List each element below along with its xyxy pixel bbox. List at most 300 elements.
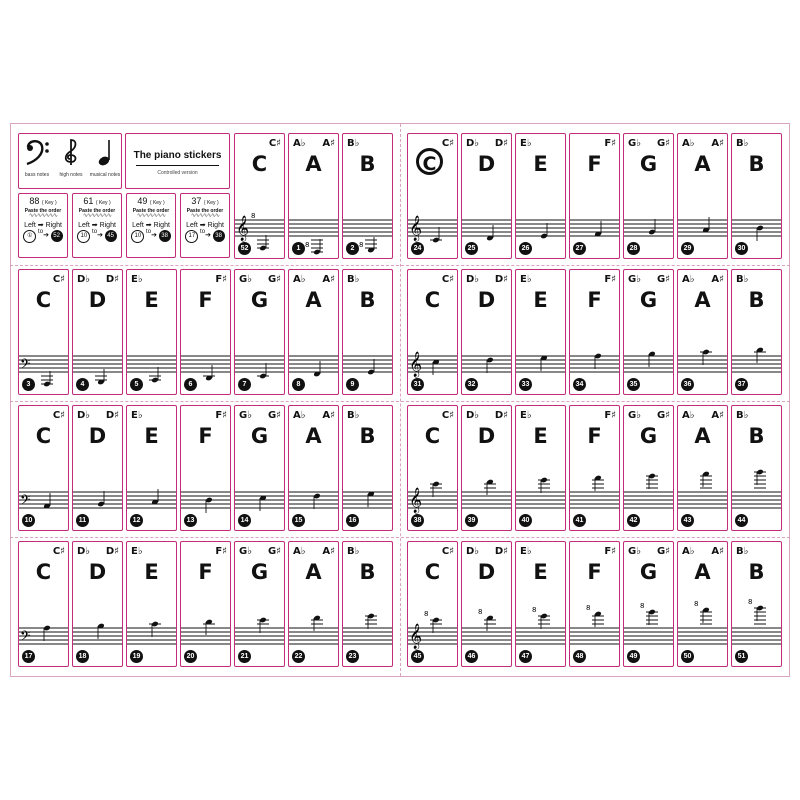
note-letter: E: [533, 288, 548, 312]
flat-label: G♭: [628, 274, 641, 285]
sticker-number: 46: [465, 650, 478, 663]
note-letter: B: [748, 288, 765, 312]
sticker-number: 50: [681, 650, 694, 663]
staff-notation: [570, 406, 620, 531]
note-letter: C: [35, 288, 52, 312]
staff-notation: [624, 542, 674, 667]
note-letter: G: [639, 152, 658, 176]
staff-notation: [73, 270, 123, 395]
note-sticker: [461, 405, 512, 531]
sharp-label: A♯: [322, 410, 335, 421]
sharp-label: A♯: [711, 410, 724, 421]
right-label: Right: [99, 222, 116, 229]
sticker-number: 20: [184, 650, 197, 663]
note-sticker: [731, 541, 782, 667]
note-sticker: [72, 405, 123, 531]
note-letter: G: [250, 288, 269, 312]
staff-notation: [343, 406, 393, 531]
note-sticker: [515, 133, 566, 259]
flat-label: G♭: [628, 138, 641, 149]
note-letter: A: [694, 152, 711, 176]
staff-notation: [181, 406, 231, 531]
flat-label: B♭: [736, 410, 749, 421]
treble-clef-icon: 𝄞: [409, 352, 423, 377]
note-sticker: [180, 541, 231, 667]
staff-notation: [408, 270, 458, 395]
left-label: Left: [24, 222, 36, 229]
sharp-label: F♯: [215, 546, 227, 557]
note-sticker: [461, 133, 512, 259]
note-sticker: [569, 269, 620, 395]
bass-clef-icon: 𝄢: [20, 628, 31, 647]
staff-notation: [732, 542, 782, 667]
note-sticker: [72, 541, 123, 667]
sticker-number: 19: [130, 650, 143, 663]
sharp-label: F♯: [604, 410, 616, 421]
ottava-mark: 8: [251, 212, 256, 220]
note-letter: B: [359, 152, 376, 176]
sticker-number: 42: [627, 514, 640, 527]
range-start: 17: [185, 230, 198, 243]
sharp-label: D♯: [105, 274, 119, 285]
right-label: Right: [153, 222, 170, 229]
staff-notation: [289, 406, 339, 531]
staff-notation: [462, 406, 512, 531]
arrow-right-icon: ➡: [91, 222, 98, 229]
note-letter: E: [144, 560, 159, 584]
flat-label: E♭: [131, 546, 143, 557]
sticker-number: 51: [735, 650, 748, 663]
sticker-number: 10: [22, 514, 35, 527]
sharp-label: A♯: [322, 138, 335, 149]
note-letter: F: [587, 152, 602, 176]
flat-label: A♭: [293, 138, 306, 149]
note-sticker: [342, 269, 393, 395]
note-letter: C: [35, 424, 52, 448]
sticker-number: 14: [238, 514, 251, 527]
flat-label: G♭: [239, 274, 252, 285]
sticker-number: 43: [681, 514, 694, 527]
wave-divider: ∿∿∿∿∿∿∿: [190, 213, 220, 219]
note-letter: C: [416, 148, 443, 175]
note-letter: D: [88, 424, 107, 448]
sheet-subtitle: Controlled version: [157, 170, 198, 176]
note-sticker: [288, 133, 339, 259]
flat-label: E♭: [520, 138, 532, 149]
paste-order-label: Paste the order: [132, 208, 170, 214]
flat-label: D♭: [466, 138, 480, 149]
note-sticker: [515, 269, 566, 395]
sticker-number: 38: [411, 514, 424, 527]
sharp-label: A♯: [711, 274, 724, 285]
staff-notation: [19, 542, 69, 667]
sticker-number: 32: [465, 378, 478, 391]
note-sticker: [126, 541, 177, 667]
note-letter: E: [533, 424, 548, 448]
note-sticker: [288, 541, 339, 667]
sticker-number: 35: [627, 378, 640, 391]
note-sticker: [623, 269, 674, 395]
note-letter: A: [305, 152, 322, 176]
sticker-number: 44: [735, 514, 748, 527]
sticker-number: 11: [76, 514, 89, 527]
flat-label: B♭: [736, 546, 749, 557]
note-sticker: [569, 541, 620, 667]
note-letter: F: [198, 424, 213, 448]
paste-order-label: Paste the order: [186, 208, 224, 214]
staff-notation: [73, 542, 123, 667]
note-letter: B: [359, 560, 376, 584]
note-sticker: [234, 269, 285, 395]
flat-label: A♭: [682, 274, 695, 285]
sticker-number: 18: [76, 650, 89, 663]
key-unit: ( Key ): [41, 200, 57, 206]
sticker-number: 45: [411, 650, 424, 663]
arrow-right-icon: ➔: [205, 232, 211, 239]
note-letter: F: [587, 424, 602, 448]
note-letter: A: [694, 288, 711, 312]
flat-label: E♭: [520, 410, 532, 421]
staff-notation: [732, 270, 782, 395]
range-end: 38: [213, 230, 225, 242]
sticker-number: 3: [22, 378, 35, 391]
note-letter: G: [639, 560, 658, 584]
right-label: Right: [45, 222, 62, 229]
staff-notation: [624, 134, 674, 259]
note-sticker: [407, 269, 458, 395]
ottava-mark: 8: [424, 610, 429, 618]
note-letter: C: [35, 560, 52, 584]
note-sticker: [515, 541, 566, 667]
sharp-label: C♯: [441, 274, 454, 285]
sharp-label: D♯: [494, 138, 508, 149]
arrow-right-icon: ➡: [145, 222, 152, 229]
staff-notation: [516, 134, 566, 259]
sharp-label: D♯: [494, 274, 508, 285]
sticker-number: 15: [292, 514, 305, 527]
sharp-label: D♯: [494, 546, 508, 557]
note-letter: B: [748, 424, 765, 448]
staff-notation: [19, 406, 69, 531]
staff-notation: [678, 406, 728, 531]
range-start: ①: [23, 230, 36, 243]
sharp-label: C♯: [441, 546, 454, 557]
sticker-number: 7: [238, 378, 251, 391]
note-sticker: [342, 541, 393, 667]
note-letter: E: [144, 424, 159, 448]
sharp-label: C♯: [52, 410, 65, 421]
note-letter: B: [748, 152, 765, 176]
staff-notation: [462, 134, 512, 259]
staff-notation: [408, 406, 458, 531]
flat-label: A♭: [682, 138, 695, 149]
sharp-label: C♯: [441, 138, 454, 149]
flat-label: A♭: [293, 410, 306, 421]
staff-notation: [462, 542, 512, 667]
flat-label: A♭: [682, 410, 695, 421]
note-letter: G: [639, 288, 658, 312]
sticker-number: 26: [519, 242, 532, 255]
staff-notation: [678, 134, 728, 259]
key-unit: ( Key ): [95, 200, 111, 206]
staff-notation: [678, 270, 728, 395]
sticker-number: 41: [573, 514, 586, 527]
sticker-number: 52: [238, 242, 251, 255]
flat-label: D♭: [466, 546, 480, 557]
staff-notation: [235, 542, 285, 667]
to-label: to: [38, 229, 44, 235]
title-divider: [136, 165, 219, 166]
note-letter: G: [639, 424, 658, 448]
note-letter: F: [587, 560, 602, 584]
key-count: 37: [191, 196, 202, 206]
note-letter: A: [694, 560, 711, 584]
bass-clef-icon: 𝄢: [20, 356, 31, 375]
sharp-label: F♯: [604, 138, 616, 149]
sticker-number: 23: [346, 650, 359, 663]
arrow-right-icon: ➔: [151, 232, 157, 239]
sticker-number: 27: [573, 242, 586, 255]
arrow-right-icon: ➔: [43, 232, 49, 239]
flat-label: A♭: [293, 546, 306, 557]
sticker-number: 16: [346, 514, 359, 527]
note-letter: A: [694, 424, 711, 448]
cut-guide: [400, 124, 401, 676]
sharp-label: C♯: [52, 274, 65, 285]
bass-clef-icon: 𝄢: [20, 492, 31, 511]
sticker-number: 5: [130, 378, 143, 391]
note-letter: D: [477, 152, 496, 176]
note-sticker: [288, 405, 339, 531]
note-letter: F: [198, 560, 213, 584]
note-sticker: [72, 269, 123, 395]
to-label: to: [200, 229, 206, 235]
sharp-label: G♯: [656, 410, 670, 421]
note-sticker: [623, 133, 674, 259]
flat-label: D♭: [466, 274, 480, 285]
key-count-card: [18, 193, 68, 258]
treble-clef-icon: [56, 137, 86, 167]
sharp-label: G♯: [656, 546, 670, 557]
ottava-mark: 8: [640, 602, 645, 610]
sharp-label: F♯: [215, 274, 227, 285]
flat-label: B♭: [736, 274, 749, 285]
ottava-mark: 8: [586, 604, 591, 612]
note-sticker: [407, 133, 458, 259]
high-notes-label: high notes: [59, 172, 83, 178]
note-letter: G: [250, 424, 269, 448]
note-letter: C: [424, 560, 441, 584]
note-sticker: [407, 405, 458, 531]
flat-label: E♭: [131, 274, 143, 285]
key-unit: ( Key ): [149, 200, 165, 206]
ottava-mark: 8: [748, 598, 753, 606]
staff-notation: [624, 406, 674, 531]
note-letter: C: [251, 152, 268, 176]
note-letter: E: [533, 152, 548, 176]
range-start: 10: [77, 230, 90, 243]
wave-divider: ∿∿∿∿∿∿∿: [28, 213, 58, 219]
note-sticker: [126, 405, 177, 531]
sticker-number: 13: [184, 514, 197, 527]
sharp-label: D♯: [494, 410, 508, 421]
flat-label: D♭: [77, 410, 91, 421]
note-sticker: [18, 405, 69, 531]
staff-notation: [343, 134, 393, 259]
paste-order-label: Paste the order: [78, 208, 116, 214]
key-count: 49: [137, 196, 148, 206]
note-letter: G: [250, 560, 269, 584]
sharp-label: C♯: [441, 410, 454, 421]
staff-notation: [289, 270, 339, 395]
staff-notation: [289, 542, 339, 667]
note-sticker: [515, 405, 566, 531]
paste-order-label: Paste the order: [24, 208, 62, 214]
legend-card: [18, 133, 122, 189]
note-sticker: [569, 405, 620, 531]
flat-label: B♭: [347, 274, 360, 285]
flat-label: B♭: [347, 410, 360, 421]
note-letter: C: [424, 424, 441, 448]
musical-notes-label: musical notes: [89, 172, 121, 178]
sharp-label: G♯: [267, 410, 281, 421]
note-letter: D: [477, 424, 496, 448]
sticker-number: 1: [292, 242, 305, 255]
note-sticker: [731, 405, 782, 531]
range-end: 45: [105, 230, 117, 242]
sticker-number: 6: [184, 378, 197, 391]
flat-label: D♭: [77, 546, 91, 557]
sharp-label: D♯: [105, 410, 119, 421]
ottava-mark: 8: [478, 608, 483, 616]
arrow-right-icon: ➡: [37, 222, 44, 229]
sticker-number: 34: [573, 378, 586, 391]
staff-notation: [570, 542, 620, 667]
note-letter: C: [424, 288, 441, 312]
note-sticker: [677, 541, 728, 667]
sticker-number: 24: [411, 242, 424, 255]
flat-label: D♭: [466, 410, 480, 421]
note-letter: D: [88, 288, 107, 312]
staff-notation: [73, 406, 123, 531]
note-letter: E: [144, 288, 159, 312]
note-sticker: [569, 133, 620, 259]
sticker-number: 12: [130, 514, 143, 527]
note-sticker: [677, 269, 728, 395]
sticker-number: 31: [411, 378, 424, 391]
sticker-number: 9: [346, 378, 359, 391]
sharp-label: A♯: [322, 274, 335, 285]
flat-label: G♭: [628, 546, 641, 557]
sticker-number: 22: [292, 650, 305, 663]
note-letter: B: [748, 560, 765, 584]
sticker-number: 2: [346, 242, 359, 255]
note-sticker: [234, 541, 285, 667]
arrow-right-icon: ➡: [199, 222, 206, 229]
note-sticker: [623, 405, 674, 531]
key-count: 61: [83, 196, 94, 206]
sticker-number: 29: [681, 242, 694, 255]
note-letter: B: [359, 424, 376, 448]
note-sticker: [180, 269, 231, 395]
sticker-number: 8: [292, 378, 305, 391]
key-count-card: [72, 193, 122, 258]
staff-notation: [127, 270, 177, 395]
staff-notation: [732, 134, 782, 259]
note-sticker: [731, 133, 782, 259]
staff-notation: [678, 542, 728, 667]
note-sticker: [342, 133, 393, 259]
to-label: to: [92, 229, 98, 235]
ottava-mark: 8: [359, 241, 364, 249]
sharp-label: G♯: [267, 274, 281, 285]
staff-notation: [235, 270, 285, 395]
note-sticker: [677, 405, 728, 531]
sharp-label: F♯: [215, 410, 227, 421]
ottava-mark: 8: [305, 241, 310, 249]
note-letter: D: [477, 288, 496, 312]
sticker-number: 47: [519, 650, 532, 663]
staff-notation: [235, 406, 285, 531]
note-letter: A: [305, 560, 322, 584]
flat-label: G♭: [239, 410, 252, 421]
left-label: Left: [78, 222, 90, 229]
note-sticker: [461, 269, 512, 395]
flat-label: A♭: [293, 274, 306, 285]
sharp-label: F♯: [604, 274, 616, 285]
flat-label: E♭: [520, 546, 532, 557]
flat-label: A♭: [682, 546, 695, 557]
key-count: 88: [29, 196, 40, 206]
note-sticker: [234, 133, 285, 259]
sticker-number: 49: [627, 650, 640, 663]
flat-label: E♭: [131, 410, 143, 421]
note-sticker: [180, 405, 231, 531]
bass-notes-label: bass notes: [24, 172, 50, 178]
note-sticker: [18, 269, 69, 395]
flat-label: G♭: [239, 546, 252, 557]
staff-notation: [732, 406, 782, 531]
sticker-number: 40: [519, 514, 532, 527]
sticker-number: 39: [465, 514, 478, 527]
sticker-number: 48: [573, 650, 586, 663]
note-letter: F: [587, 288, 602, 312]
treble-clef-icon: 𝄞: [409, 624, 423, 649]
staff-notation: [624, 270, 674, 395]
title-card: [125, 133, 230, 189]
key-count-card: [180, 193, 230, 258]
sharp-label: G♯: [267, 546, 281, 557]
note-sticker: [731, 269, 782, 395]
note-sticker: [623, 541, 674, 667]
staff-notation: [181, 270, 231, 395]
flat-label: D♭: [77, 274, 91, 285]
left-label: Left: [132, 222, 144, 229]
sharp-label: F♯: [604, 546, 616, 557]
note-letter: F: [198, 288, 213, 312]
staff-notation: [570, 270, 620, 395]
sticker-number: 28: [627, 242, 640, 255]
staff-notation: [343, 542, 393, 667]
flat-label: B♭: [347, 138, 360, 149]
right-label: Right: [207, 222, 224, 229]
staff-notation: [516, 270, 566, 395]
treble-clef-icon: 𝄞: [409, 216, 423, 241]
note-sticker: [288, 269, 339, 395]
staff-notation: [127, 542, 177, 667]
note-sticker: [677, 133, 728, 259]
left-label: Left: [186, 222, 198, 229]
